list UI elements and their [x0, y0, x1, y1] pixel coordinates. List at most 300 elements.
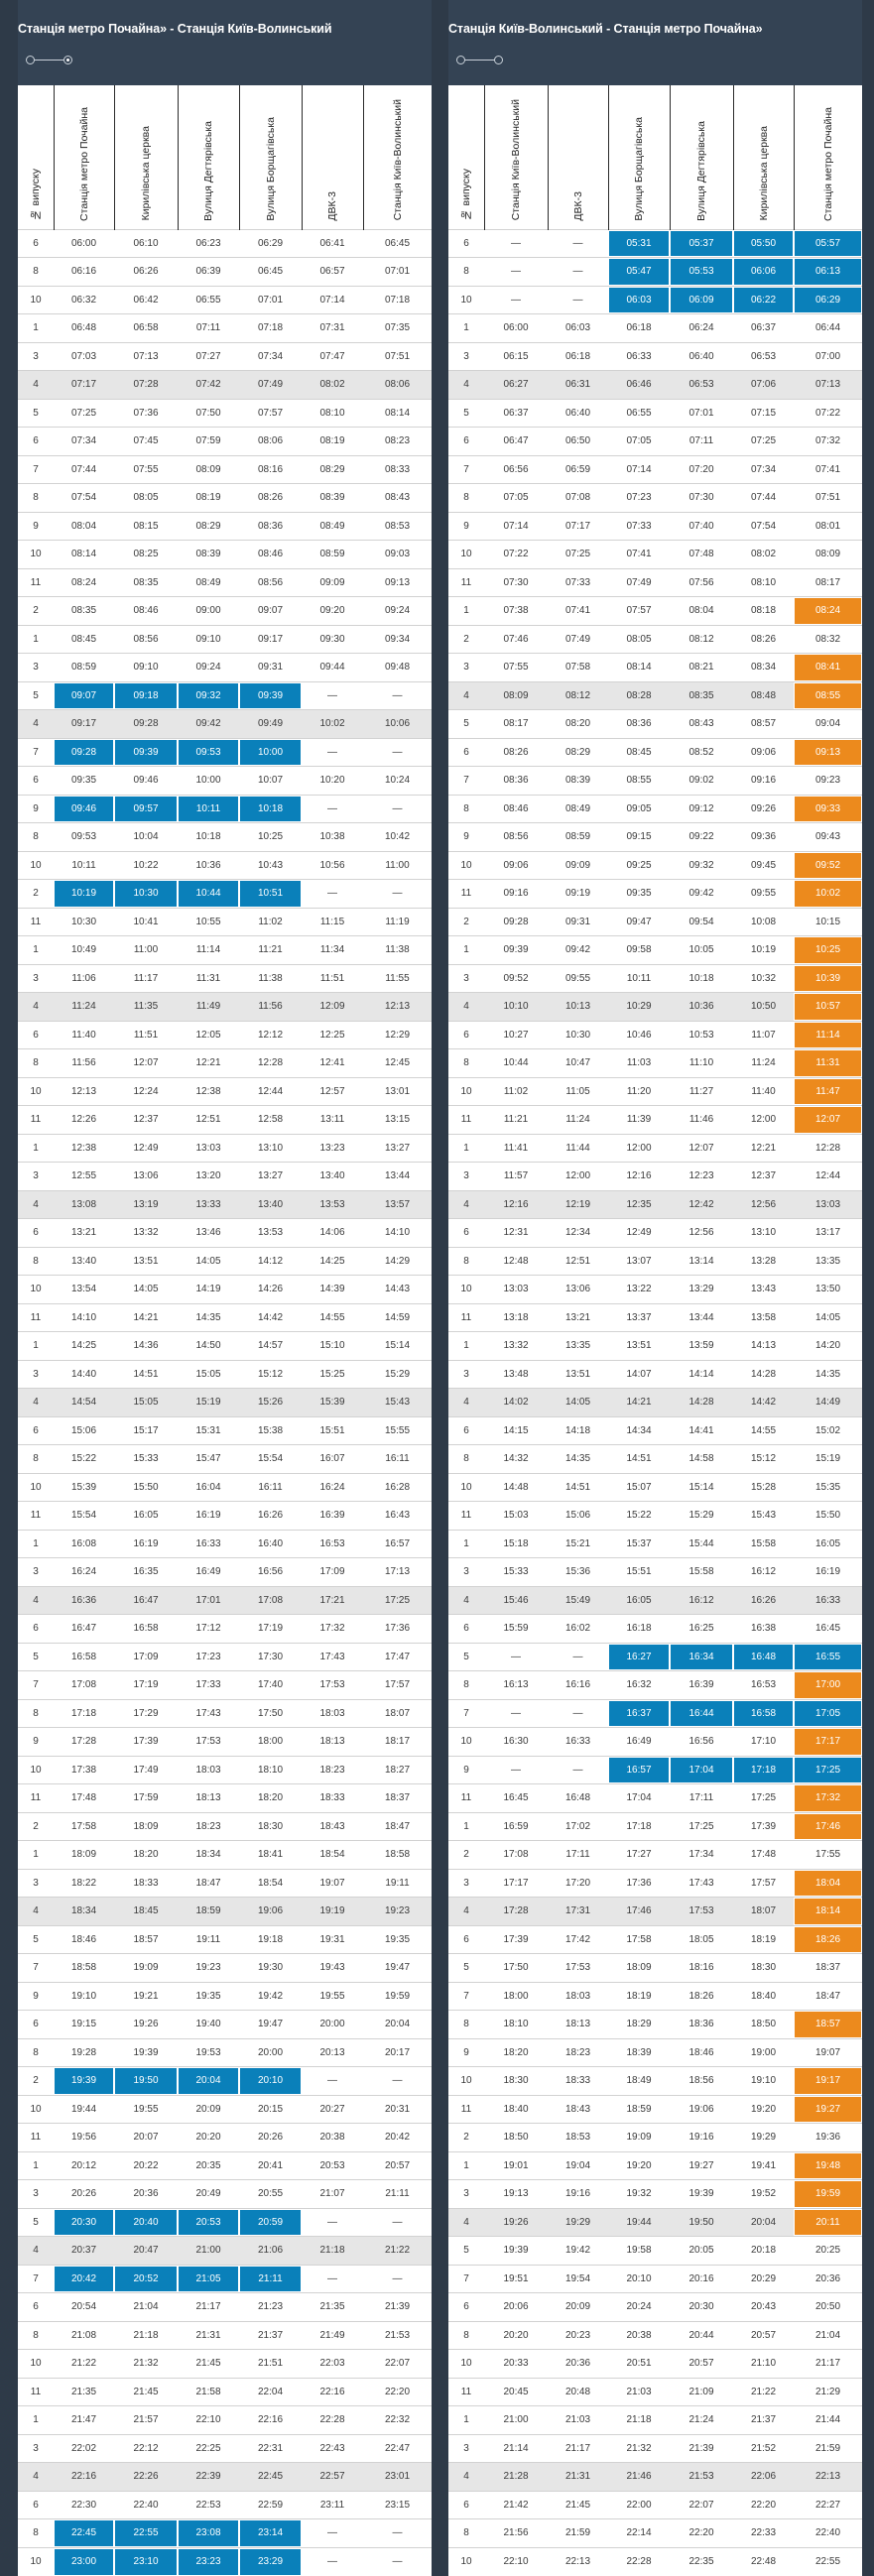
time-cell: —: [484, 286, 548, 314]
time-cell: 22:55: [114, 2519, 178, 2548]
time-cell: 07:56: [670, 568, 733, 597]
run-number-cell: 7: [18, 1671, 54, 1700]
time-cell: 12:56: [670, 1219, 733, 1248]
time-cell: 08:04: [54, 512, 114, 541]
time-cell: 21:05: [178, 2265, 239, 2293]
time-cell: 18:37: [794, 1954, 862, 1983]
time-cell: 22:40: [114, 2491, 178, 2519]
run-number-cell: 8: [18, 258, 54, 287]
time-cell: 06:53: [670, 371, 733, 400]
time-cell: 17:50: [239, 1699, 302, 1728]
time-cell: 20:25: [794, 2237, 862, 2266]
run-number-cell: 8: [448, 795, 484, 823]
table-row: [18, 738, 432, 767]
time-cell: 11:51: [114, 1021, 178, 1049]
time-cell: 19:26: [484, 2208, 548, 2237]
time-cell: 10:30: [548, 1021, 608, 1049]
run-number-cell: 9: [448, 1756, 484, 1784]
time-cell: 17:43: [670, 1869, 733, 1898]
time-cell: 08:41: [794, 654, 862, 682]
run-number-cell: 10: [448, 286, 484, 314]
time-cell: 12:51: [178, 1106, 239, 1135]
time-cell: 14:10: [363, 1219, 432, 1248]
time-cell: 10:22: [114, 851, 178, 880]
time-cell: 08:49: [302, 512, 363, 541]
time-cell: 20:55: [239, 2180, 302, 2209]
time-cell: 18:33: [114, 1869, 178, 1898]
time-cell: 21:49: [302, 2321, 363, 2350]
time-cell: 06:55: [178, 286, 239, 314]
time-cell: —: [302, 2208, 363, 2237]
time-cell: 15:55: [363, 1416, 432, 1445]
time-cell: 06:29: [794, 286, 862, 314]
time-cell: 19:19: [302, 1898, 363, 1926]
table-row: [18, 1077, 432, 1106]
time-cell: 16:40: [239, 1530, 302, 1558]
time-cell: 20:53: [178, 2208, 239, 2237]
table-row: [448, 1954, 862, 1983]
time-cell: 22:39: [178, 2463, 239, 2492]
time-cell: 23:23: [178, 2547, 239, 2576]
time-cell: 20:48: [548, 2378, 608, 2406]
time-cell: 13:32: [484, 1332, 548, 1361]
time-cell: 09:28: [114, 710, 178, 739]
time-cell: 20:09: [548, 2293, 608, 2322]
time-cell: 16:45: [794, 1615, 862, 1644]
time-cell: 12:44: [794, 1163, 862, 1191]
time-cell: 08:36: [484, 767, 548, 796]
table-row: [18, 2038, 432, 2067]
time-cell: 08:29: [178, 512, 239, 541]
run-number-cell: 2: [18, 597, 54, 626]
time-cell: 18:59: [178, 1898, 239, 1926]
time-cell: 07:18: [363, 286, 432, 314]
time-cell: 10:08: [733, 908, 794, 936]
run-number-cell: 10: [18, 1077, 54, 1106]
time-cell: 09:53: [54, 823, 114, 852]
table-row: [448, 1303, 862, 1332]
column-header: [114, 85, 178, 229]
run-number-cell: 8: [448, 1049, 484, 1078]
time-cell: 08:26: [484, 738, 548, 767]
time-cell: 13:48: [484, 1360, 548, 1389]
table-row: [18, 1925, 432, 1954]
run-number-cell: 6: [18, 1219, 54, 1248]
time-cell: 09:17: [239, 625, 302, 654]
time-cell: 19:42: [239, 1982, 302, 2011]
time-cell: 20:57: [733, 2321, 794, 2350]
time-cell: 07:11: [178, 314, 239, 343]
time-cell: 07:34: [54, 428, 114, 456]
time-cell: 08:59: [302, 541, 363, 569]
time-cell: 16:07: [302, 1445, 363, 1474]
time-cell: 22:57: [302, 2463, 363, 2492]
time-cell: 09:42: [548, 936, 608, 965]
run-number-cell: 3: [18, 2434, 54, 2463]
time-cell: 15:19: [794, 1445, 862, 1474]
time-cell: 10:30: [54, 908, 114, 936]
time-cell: 20:06: [484, 2293, 548, 2322]
time-cell: 14:26: [239, 1276, 302, 1304]
time-cell: 13:14: [670, 1247, 733, 1276]
time-cell: 19:07: [302, 1869, 363, 1898]
time-cell: 21:24: [670, 2406, 733, 2435]
run-number-cell: 6: [18, 229, 54, 258]
time-cell: 16:35: [114, 1558, 178, 1587]
time-cell: 09:44: [302, 654, 363, 682]
time-cell: 18:30: [733, 1954, 794, 1983]
time-cell: 06:56: [484, 455, 548, 484]
time-cell: 20:50: [794, 2293, 862, 2322]
time-cell: 21:32: [114, 2350, 178, 2379]
time-cell: 16:32: [608, 1671, 670, 1700]
run-number-cell: 10: [18, 541, 54, 569]
time-cell: 13:06: [548, 1276, 608, 1304]
run-number-cell: 4: [448, 1898, 484, 1926]
time-cell: 20:20: [484, 2321, 548, 2350]
time-cell: 16:38: [733, 1615, 794, 1644]
time-cell: 17:08: [484, 1841, 548, 1870]
table-row: [448, 2350, 862, 2379]
table-row: [448, 2491, 862, 2519]
time-cell: 10:38: [302, 823, 363, 852]
time-cell: 07:38: [484, 597, 548, 626]
run-number-cell: 10: [448, 1473, 484, 1502]
time-cell: 07:57: [239, 399, 302, 428]
table-row: [18, 1699, 432, 1728]
run-number-cell: 9: [448, 2038, 484, 2067]
table-row: [448, 1699, 862, 1728]
time-cell: 20:40: [114, 2208, 178, 2237]
run-number-cell: 8: [18, 1445, 54, 1474]
time-cell: 21:47: [54, 2406, 114, 2435]
schedule-panel-return: [448, 0, 862, 2567]
time-cell: 08:23: [363, 428, 432, 456]
time-cell: 17:32: [794, 1784, 862, 1813]
table-row: [18, 568, 432, 597]
time-cell: 19:32: [608, 2180, 670, 2209]
time-cell: 21:53: [670, 2463, 733, 2492]
table-row: [448, 1473, 862, 1502]
time-cell: 10:25: [794, 936, 862, 965]
time-cell: —: [363, 2265, 432, 2293]
time-cell: 07:41: [548, 597, 608, 626]
time-cell: 19:51: [484, 2265, 548, 2293]
time-cell: 15:54: [239, 1445, 302, 1474]
table-row: [18, 1615, 432, 1644]
time-cell: 16:04: [178, 1473, 239, 1502]
run-number-cell: 7: [448, 455, 484, 484]
time-cell: 19:01: [484, 2151, 548, 2180]
table-row: [448, 342, 862, 371]
time-cell: 15:46: [484, 1586, 548, 1615]
time-cell: 06:44: [794, 314, 862, 343]
time-cell: 17:53: [178, 1728, 239, 1757]
time-cell: 17:34: [670, 1841, 733, 1870]
time-cell: 21:39: [670, 2434, 733, 2463]
time-cell: 05:50: [733, 229, 794, 258]
direction-toggle[interactable]: [24, 55, 73, 66]
time-cell: 21:37: [733, 2406, 794, 2435]
time-cell: 17:08: [54, 1671, 114, 1700]
table-row: [18, 455, 432, 484]
time-cell: 06:16: [54, 258, 114, 287]
time-cell: 18:58: [54, 1954, 114, 1983]
time-cell: 20:30: [670, 2293, 733, 2322]
time-cell: 09:03: [363, 541, 432, 569]
time-cell: 19:11: [363, 1869, 432, 1898]
run-number-cell: 3: [448, 2434, 484, 2463]
time-cell: 19:44: [54, 2095, 114, 2124]
time-cell: 12:56: [733, 1190, 794, 1219]
time-cell: 07:05: [608, 428, 670, 456]
time-cell: 20:45: [484, 2378, 548, 2406]
time-cell: 07:48: [670, 541, 733, 569]
run-number-cell: 4: [18, 993, 54, 1022]
table-row: [18, 2293, 432, 2322]
time-cell: 10:44: [178, 880, 239, 909]
time-cell: 07:25: [54, 399, 114, 428]
time-cell: 19:59: [794, 2180, 862, 2209]
time-cell: 19:16: [670, 2124, 733, 2152]
time-cell: 15:39: [54, 1473, 114, 1502]
table-row: [18, 1869, 432, 1898]
time-cell: 11:55: [363, 964, 432, 993]
time-cell: 11:49: [178, 993, 239, 1022]
column-header: [178, 85, 239, 229]
time-cell: 16:13: [484, 1671, 548, 1700]
time-cell: 08:35: [54, 597, 114, 626]
time-cell: 09:06: [733, 738, 794, 767]
run-number-cell: 10: [18, 1473, 54, 1502]
run-number-cell: 4: [18, 371, 54, 400]
time-cell: 09:04: [794, 710, 862, 739]
run-number-cell: 1: [448, 1332, 484, 1361]
time-cell: 16:36: [54, 1586, 114, 1615]
time-cell: 15:17: [114, 1416, 178, 1445]
time-cell: 07:45: [114, 428, 178, 456]
time-cell: 21:22: [363, 2237, 432, 2266]
time-cell: 07:20: [670, 455, 733, 484]
time-cell: 18:09: [608, 1954, 670, 1983]
time-cell: 17:39: [484, 1925, 548, 1954]
time-cell: 21:11: [363, 2180, 432, 2209]
time-cell: 20:10: [239, 2067, 302, 2096]
time-cell: 19:55: [114, 2095, 178, 2124]
table-row: [18, 936, 432, 965]
time-cell: 20:26: [54, 2180, 114, 2209]
run-number-cell: 11: [448, 568, 484, 597]
time-cell: 15:54: [54, 1502, 114, 1531]
direction-toggle[interactable]: [454, 55, 504, 66]
time-cell: 09:39: [114, 738, 178, 767]
time-cell: 07:22: [794, 399, 862, 428]
time-cell: 08:56: [239, 568, 302, 597]
time-cell: 08:26: [733, 625, 794, 654]
time-cell: 20:00: [239, 2038, 302, 2067]
time-cell: 09:22: [670, 823, 733, 852]
time-cell: 19:39: [114, 2038, 178, 2067]
time-cell: 08:15: [114, 512, 178, 541]
time-cell: 10:11: [178, 795, 239, 823]
time-cell: 08:19: [302, 428, 363, 456]
time-cell: 06:03: [548, 314, 608, 343]
table-row: [448, 2095, 862, 2124]
time-cell: —: [548, 229, 608, 258]
time-cell: 18:20: [484, 2038, 548, 2067]
time-cell: 20:23: [548, 2321, 608, 2350]
run-number-cell: 10: [448, 2547, 484, 2576]
run-number-cell: 9: [18, 1982, 54, 2011]
time-cell: 22:16: [54, 2463, 114, 2492]
time-cell: 14:21: [608, 1389, 670, 1417]
run-number-cell: 4: [448, 1190, 484, 1219]
table-row: [18, 1106, 432, 1135]
run-number-cell: 6: [448, 738, 484, 767]
time-cell: 21:08: [54, 2321, 114, 2350]
run-number-cell: 1: [448, 314, 484, 343]
time-cell: 21:17: [548, 2434, 608, 2463]
time-cell: 18:04: [794, 1869, 862, 1898]
run-number-cell: 11: [18, 908, 54, 936]
table-row: [18, 597, 432, 626]
time-cell: 11:39: [608, 1106, 670, 1135]
time-cell: 13:08: [54, 1190, 114, 1219]
time-cell: 16:57: [363, 1530, 432, 1558]
time-cell: —: [548, 258, 608, 287]
time-cell: 18:39: [608, 2038, 670, 2067]
run-number-cell: 10: [448, 2067, 484, 2096]
time-cell: 07:03: [54, 342, 114, 371]
time-cell: 20:15: [239, 2095, 302, 2124]
time-cell: 10:53: [670, 1021, 733, 1049]
time-cell: 18:41: [239, 1841, 302, 1870]
time-cell: 06:32: [54, 286, 114, 314]
time-cell: 19:39: [484, 2237, 548, 2266]
table-row: [448, 1445, 862, 1474]
run-number-cell: 4: [448, 2208, 484, 2237]
time-cell: 07:51: [363, 342, 432, 371]
time-cell: 09:46: [54, 795, 114, 823]
time-cell: 20:16: [670, 2265, 733, 2293]
time-cell: 08:24: [54, 568, 114, 597]
time-cell: 17:08: [239, 1586, 302, 1615]
time-cell: 08:46: [239, 541, 302, 569]
table-row: [448, 371, 862, 400]
time-cell: 22:00: [608, 2491, 670, 2519]
run-number-cell: 7: [448, 767, 484, 796]
time-cell: 22:59: [239, 2491, 302, 2519]
time-cell: 06:29: [239, 229, 302, 258]
time-cell: 06:41: [302, 229, 363, 258]
time-cell: 07:25: [548, 541, 608, 569]
time-cell: 21:35: [54, 2378, 114, 2406]
table-row: [448, 258, 862, 287]
table-row: [448, 286, 862, 314]
time-cell: 12:13: [363, 993, 432, 1022]
time-cell: 20:04: [733, 2208, 794, 2237]
time-cell: 17:55: [794, 1841, 862, 1870]
time-cell: 21:53: [363, 2321, 432, 2350]
table-row: [448, 1558, 862, 1587]
time-cell: —: [302, 2265, 363, 2293]
time-cell: 11:31: [794, 1049, 862, 1078]
column-header-label: № випуску: [29, 169, 42, 221]
table-row: [448, 936, 862, 965]
time-cell: 21:18: [114, 2321, 178, 2350]
time-cell: 08:29: [302, 455, 363, 484]
time-cell: 09:09: [548, 851, 608, 880]
time-cell: 19:39: [670, 2180, 733, 2209]
run-number-cell: 8: [18, 484, 54, 513]
time-cell: 09:42: [178, 710, 239, 739]
time-cell: 07:30: [484, 568, 548, 597]
column-header: [54, 85, 114, 229]
time-cell: 19:41: [733, 2151, 794, 2180]
time-cell: 09:58: [608, 936, 670, 965]
table-row: [448, 1812, 862, 1841]
table-row: [18, 541, 432, 569]
time-cell: 23:14: [239, 2519, 302, 2548]
time-cell: 16:37: [608, 1699, 670, 1728]
table-row: [18, 1473, 432, 1502]
time-cell: 22:25: [178, 2434, 239, 2463]
time-cell: 16:49: [608, 1728, 670, 1757]
run-number-cell: 11: [448, 1784, 484, 1813]
time-cell: 14:42: [239, 1303, 302, 1332]
time-cell: 09:55: [733, 880, 794, 909]
table-row: [18, 484, 432, 513]
time-cell: 16:58: [114, 1615, 178, 1644]
time-cell: 10:07: [239, 767, 302, 796]
time-cell: 13:35: [548, 1332, 608, 1361]
time-cell: 17:25: [363, 1586, 432, 1615]
run-number-cell: 11: [448, 2095, 484, 2124]
time-cell: 16:33: [178, 1530, 239, 1558]
time-cell: 11:17: [114, 964, 178, 993]
time-cell: 16:30: [484, 1728, 548, 1757]
time-cell: 12:37: [733, 1163, 794, 1191]
time-cell: 07:41: [608, 541, 670, 569]
time-cell: 14:25: [302, 1247, 363, 1276]
time-cell: 14:59: [363, 1303, 432, 1332]
time-cell: 19:44: [608, 2208, 670, 2237]
time-cell: 17:19: [114, 1671, 178, 1700]
table-row: [18, 512, 432, 541]
run-number-cell: 7: [448, 1982, 484, 2011]
time-cell: 15:31: [178, 1416, 239, 1445]
time-cell: 09:24: [363, 597, 432, 626]
time-cell: 15:59: [484, 1615, 548, 1644]
table-row: [448, 428, 862, 456]
run-number-cell: 10: [448, 2350, 484, 2379]
time-cell: 20:36: [794, 2265, 862, 2293]
time-cell: 06:22: [733, 286, 794, 314]
time-cell: 11:00: [114, 936, 178, 965]
time-cell: 10:04: [114, 823, 178, 852]
time-cell: 06:58: [114, 314, 178, 343]
time-cell: 10:32: [733, 964, 794, 993]
time-cell: 06:53: [733, 342, 794, 371]
time-cell: 08:10: [733, 568, 794, 597]
time-cell: 14:06: [302, 1219, 363, 1248]
time-cell: 10:49: [54, 936, 114, 965]
time-cell: 19:59: [363, 1982, 432, 2011]
time-cell: 18:30: [239, 1812, 302, 1841]
time-cell: 14:58: [670, 1445, 733, 1474]
run-number-cell: 8: [18, 2519, 54, 2548]
time-cell: 13:58: [733, 1303, 794, 1332]
